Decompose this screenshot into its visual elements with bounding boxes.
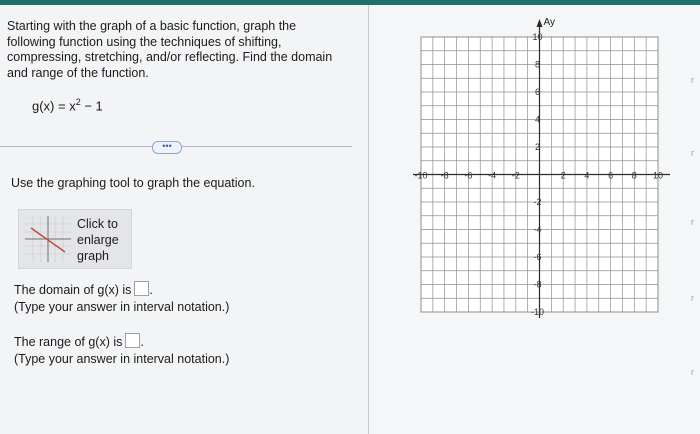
x-tick-label: 4 xyxy=(584,170,590,181)
y-axis-label: Ay xyxy=(543,17,555,28)
x-tick-label: 6 xyxy=(608,170,614,181)
more-options-button[interactable]: ••• xyxy=(152,141,182,154)
edge-mark: r xyxy=(691,217,694,227)
function-expression xyxy=(32,97,103,113)
enlarge-label-line: graph xyxy=(77,249,109,263)
x-tick-label: -6 xyxy=(464,170,473,181)
y-tick-label: -10 xyxy=(530,307,545,317)
domain-hint: (Type your answer in interval notation.) xyxy=(14,300,230,314)
graph-panel xyxy=(369,5,700,434)
enlarge-label xyxy=(77,216,119,264)
domain-answer-input[interactable] xyxy=(134,281,149,296)
y-tick-label: 8 xyxy=(534,59,541,70)
question-panel xyxy=(0,5,368,434)
function-base: g(x) = x xyxy=(32,98,76,114)
range-label: The range of g(x) is xyxy=(14,335,123,349)
enlarge-graph-button[interactable] xyxy=(18,209,132,269)
prompt-line: compressing, stretching, and/or reflecting. Find the domain xyxy=(7,50,333,64)
graph-thumbnail-icon xyxy=(25,216,71,262)
x-tick-label: -4 xyxy=(488,170,497,181)
y-tick-label: 4 xyxy=(534,114,541,125)
problem-prompt xyxy=(7,19,357,81)
y-tick-label: 2 xyxy=(534,142,541,152)
y-tick-label: -8 xyxy=(533,279,542,290)
edge-mark: r xyxy=(691,293,694,303)
x-tick-label: -2 xyxy=(511,170,520,181)
enlarge-label-line: Click to xyxy=(77,217,118,231)
y-axis-arrow xyxy=(537,19,543,27)
graph-instruction: Use the graphing tool to graph the equation. xyxy=(11,176,255,190)
x-tick-label: 2 xyxy=(560,170,566,181)
x-tick-label: -8 xyxy=(440,170,449,181)
edge-mark: r xyxy=(691,75,694,85)
domain-question xyxy=(14,281,229,316)
x-tick-label: -10 xyxy=(414,170,428,181)
y-tick-label: -2 xyxy=(533,197,542,207)
y-tick-label: 10 xyxy=(532,32,543,42)
function-exponent: 2 xyxy=(75,97,81,107)
y-tick-label: -6 xyxy=(533,252,542,262)
range-period: . xyxy=(140,335,144,349)
x-tick-label: 10 xyxy=(652,170,664,181)
domain-label: The domain of g(x) is xyxy=(14,283,132,297)
edge-mark: r xyxy=(691,367,694,377)
range-hint: (Type your answer in interval notation.) xyxy=(14,352,230,366)
y-tick-label: 6 xyxy=(534,87,541,97)
prompt-line: and range of the function. xyxy=(7,65,149,80)
y-tick-label: -4 xyxy=(533,224,542,235)
function-shift: − 1 xyxy=(80,98,103,114)
coordinate-grid[interactable] xyxy=(369,5,700,434)
x-tick-label: 8 xyxy=(631,170,637,181)
prompt-line: Starting with the graph of a basic function, graph the xyxy=(7,19,297,33)
prompt-line: following function using the techniques of shifting, xyxy=(7,34,282,49)
range-answer-input[interactable] xyxy=(125,333,140,348)
domain-period: . xyxy=(149,283,153,297)
range-question xyxy=(14,333,229,368)
enlarge-label-line: enlarge xyxy=(77,233,119,247)
edge-mark: r xyxy=(691,148,694,158)
